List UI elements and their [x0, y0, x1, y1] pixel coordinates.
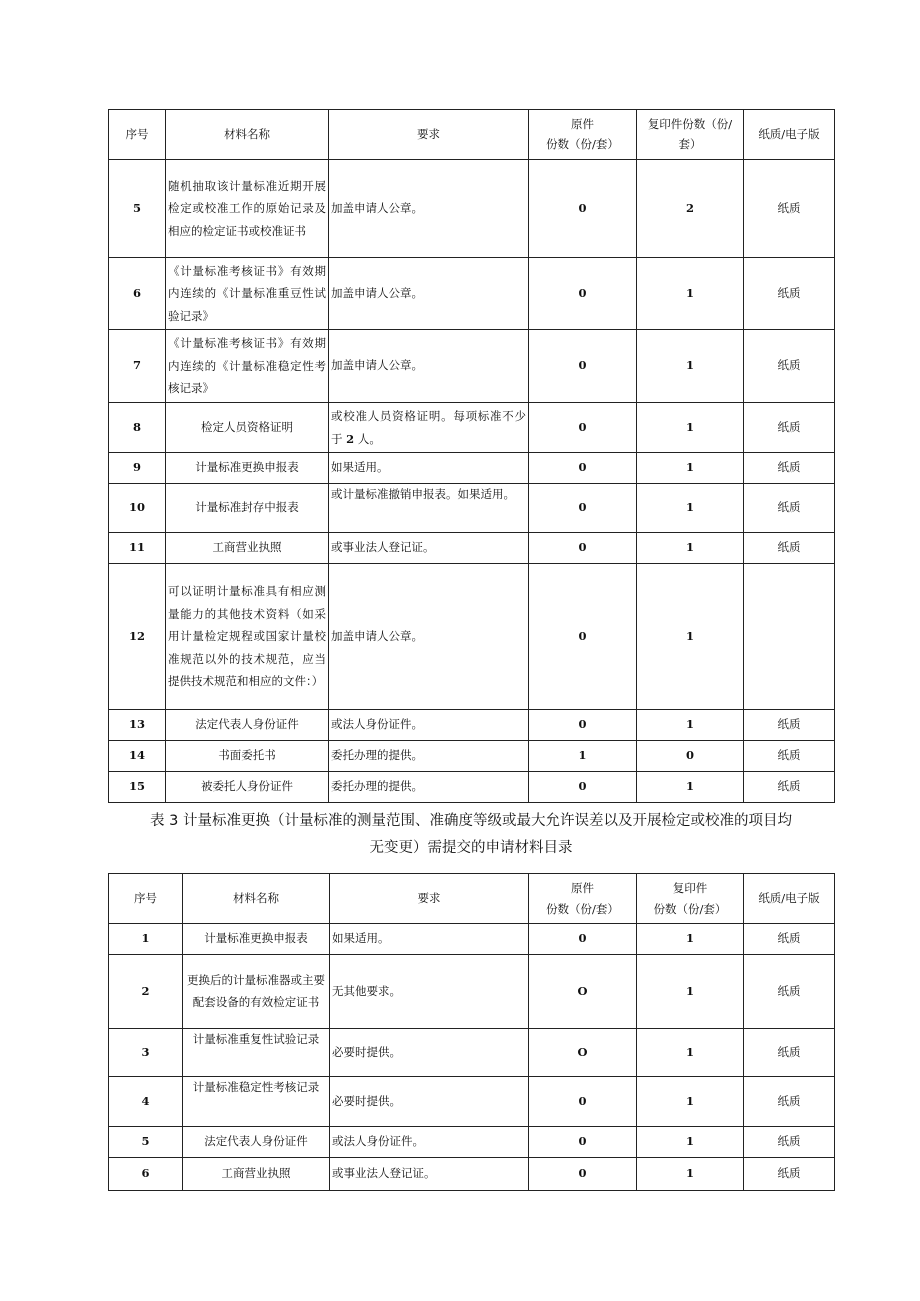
table-row	[109, 1127, 835, 1158]
row-copy-count: 1	[637, 924, 744, 955]
row-seq: 8	[109, 403, 166, 453]
row-material-name: 更换后的计量标准器或主要配套设备的有效检定证书	[183, 955, 330, 1029]
row-copy-count: 1	[637, 484, 744, 533]
header-requirement: 要求	[330, 874, 529, 924]
row-copy-count: 1	[637, 533, 744, 564]
row-seq: 14	[109, 741, 166, 772]
header-original-l1: 原件	[571, 116, 594, 131]
header-material-name: 材料名称	[166, 110, 329, 160]
row-original-count: O	[529, 955, 637, 1029]
row-copy-count: 1	[637, 330, 744, 403]
row-requirement: 或计量标准撤销申报表。如果适用。	[329, 484, 529, 533]
row-material-name: 被委托人身份证件	[166, 772, 329, 803]
materials-table-continued	[108, 109, 835, 803]
row-copy-count: 1	[637, 1077, 744, 1127]
row-material-name: 《计量标准考核证书》有效期内连续的《计量标准重豆性试验记录》	[166, 258, 329, 330]
row-original-count: 0	[529, 1077, 637, 1127]
table-row	[109, 741, 835, 772]
header-copy-l1: 复印件份数（份/	[647, 116, 733, 131]
row-seq: 6	[109, 258, 166, 330]
table-row	[109, 330, 835, 403]
header-original-l2: 份数（份/套）	[546, 901, 619, 916]
row-material-name: 《计量标准考核证书》有效期内连续的《计量标准稳定性考核记录》	[166, 330, 329, 403]
header-copy-l2: 份数（份/套）	[653, 901, 727, 916]
row-seq: 5	[109, 160, 166, 258]
row-original-count: 0	[529, 1127, 637, 1158]
row-material-name: 计量标准稳定性考核记录	[183, 1077, 330, 1127]
row-material-name: 可以证明计量标准具有相应测量能力的其他技术资料（如采用计量检定规程或国家计量校准规范以外的技术规范，应当提供技术规范和相应的文件：）	[166, 564, 329, 710]
row-material-name: 随机抽取该计量标准近期开展检定或校准工作的原始记录及相应的检定证书或校准证书	[166, 160, 329, 258]
row-requirement: 加盖申请人公章。	[329, 330, 529, 403]
row-format: 纸质	[744, 1029, 835, 1077]
row-original-count: 0	[529, 453, 637, 484]
row-copy-count: 1	[637, 772, 744, 803]
row-requirement: 或事业法人登记证。	[329, 533, 529, 564]
row-seq: 15	[109, 772, 166, 803]
row-material-name: 法定代表人身份证件	[183, 1127, 330, 1158]
header-copy-l1: 复印件	[672, 880, 708, 895]
row-format: 纸质	[744, 710, 835, 741]
row-requirement: 如果适用。	[330, 924, 529, 955]
row-original-count: 0	[529, 710, 637, 741]
header-material-name: 材料名称	[183, 874, 330, 924]
row-seq: 13	[109, 710, 166, 741]
row-copy-count: 1	[637, 955, 744, 1029]
table-header-row	[109, 110, 835, 160]
row-original-count: 0	[529, 772, 637, 803]
table-header-row	[109, 874, 835, 924]
header-requirement: 要求	[329, 110, 529, 160]
row-format: 纸质	[744, 955, 835, 1029]
row-format: 纸质	[744, 484, 835, 533]
req-text-a: 或校准人员资格证明。每项标准不少于	[331, 409, 526, 446]
row-copy-count: 1	[637, 1158, 744, 1191]
row-seq: 5	[109, 1127, 183, 1158]
row-seq: 4	[109, 1077, 183, 1127]
row-format: 纸质	[744, 453, 835, 484]
row-original-count: 0	[529, 258, 637, 330]
row-format: 纸质	[744, 403, 835, 453]
table-3-caption	[108, 808, 834, 862]
row-material-name: 计量标准封存中报表	[166, 484, 329, 533]
row-copy-count: 1	[637, 710, 744, 741]
header-format: 纸质/电子版	[744, 874, 835, 924]
header-original-count	[529, 874, 637, 924]
row-requirement: 无其他要求。	[330, 955, 529, 1029]
table-row	[109, 403, 835, 453]
req-text-b: 人。	[357, 431, 381, 446]
row-material-name: 计量标准更换申报表	[183, 924, 330, 955]
row-requirement: 必要时提供。	[330, 1077, 529, 1127]
table-row	[109, 1077, 835, 1127]
row-material-name: 工商营业执照	[183, 1158, 330, 1191]
row-copy-count: 0	[637, 741, 744, 772]
row-format: 纸质	[744, 160, 835, 258]
row-format	[744, 564, 835, 710]
row-format: 纸质	[744, 1158, 835, 1191]
table-row	[109, 533, 835, 564]
row-seq: 9	[109, 453, 166, 484]
row-copy-count: 1	[637, 1029, 744, 1077]
row-seq: 11	[109, 533, 166, 564]
row-copy-count: 1	[637, 258, 744, 330]
row-requirement: 或法人身份证件。	[329, 710, 529, 741]
row-format: 纸质	[744, 1077, 835, 1127]
table-row	[109, 484, 835, 533]
row-original-count: 1	[529, 741, 637, 772]
table-row	[109, 564, 835, 710]
row-requirement: 加盖申请人公章。	[329, 160, 529, 258]
table-row	[109, 453, 835, 484]
header-original-count	[529, 110, 637, 160]
row-original-count: 0	[529, 533, 637, 564]
row-copy-count: 1	[637, 403, 744, 453]
row-material-name: 工商营业执照	[166, 533, 329, 564]
table-row	[109, 772, 835, 803]
caption-line-1: 表 3 计量标准更换（计量标准的测量范围、准确度等级或最大允许误差以及开展检定或校准的项目均	[150, 813, 792, 829]
row-format: 纸质	[744, 1127, 835, 1158]
row-material-name: 计量标准重复性试验记录	[183, 1029, 330, 1077]
row-format: 纸质	[744, 924, 835, 955]
row-material-name: 计量标准更换申报表	[166, 453, 329, 484]
row-copy-count: 1	[637, 1127, 744, 1158]
row-seq: 6	[109, 1158, 183, 1191]
header-copy-count	[637, 110, 744, 160]
table-row	[109, 258, 835, 330]
header-copy-count	[637, 874, 744, 924]
row-requirement: 或事业法人登记证。	[330, 1158, 529, 1191]
req-count: 2	[346, 431, 355, 446]
row-requirement: 或法人身份证件。	[330, 1127, 529, 1158]
row-material-name: 书面委托书	[166, 741, 329, 772]
row-requirement: 必要时提供。	[330, 1029, 529, 1077]
row-copy-count: 1	[637, 564, 744, 710]
table-row	[109, 1029, 835, 1077]
row-requirement: 委托办理的提供。	[329, 772, 529, 803]
row-original-count: 0	[529, 403, 637, 453]
row-format: 纸质	[744, 258, 835, 330]
table-row	[109, 1158, 835, 1191]
row-original-count: 0	[529, 330, 637, 403]
row-original-count: 0	[529, 924, 637, 955]
table-row	[109, 955, 835, 1029]
header-copy-l2: 套）	[678, 136, 702, 151]
row-format: 纸质	[744, 772, 835, 803]
header-seq: 序号	[109, 110, 166, 160]
row-seq: 3	[109, 1029, 183, 1077]
header-format: 纸质/电子版	[744, 110, 835, 160]
table-row	[109, 710, 835, 741]
row-material-name: 法定代表人身份证件	[166, 710, 329, 741]
row-seq: 1	[109, 924, 183, 955]
row-format: 纸质	[744, 741, 835, 772]
row-requirement: 加盖申请人公章。	[329, 258, 529, 330]
table-row	[109, 160, 835, 258]
row-original-count: O	[529, 1029, 637, 1077]
caption-line-2: 无变更）需提交的申请材料目录	[369, 840, 573, 856]
row-original-count: 0	[529, 484, 637, 533]
row-requirement: 如果适用。	[329, 453, 529, 484]
row-original-count: 0	[529, 1158, 637, 1191]
header-seq: 序号	[109, 874, 183, 924]
row-material-name: 检定人员资格证明	[166, 403, 329, 453]
table-row	[109, 924, 835, 955]
row-format: 纸质	[744, 330, 835, 403]
row-requirement: 委托办理的提供。	[329, 741, 529, 772]
row-requirement: 加盖申请人公章。	[329, 564, 529, 710]
row-original-count: 0	[529, 160, 637, 258]
row-copy-count: 1	[637, 453, 744, 484]
row-seq: 10	[109, 484, 166, 533]
row-requirement	[329, 403, 529, 453]
row-format: 纸质	[744, 533, 835, 564]
materials-table-3	[108, 873, 835, 1191]
header-original-l2: 份数（份/套）	[546, 136, 619, 151]
row-seq: 12	[109, 564, 166, 710]
header-original-l1: 原件	[571, 880, 594, 895]
row-seq: 2	[109, 955, 183, 1029]
row-copy-count: 2	[637, 160, 744, 258]
row-original-count: 0	[529, 564, 637, 710]
row-seq: 7	[109, 330, 166, 403]
